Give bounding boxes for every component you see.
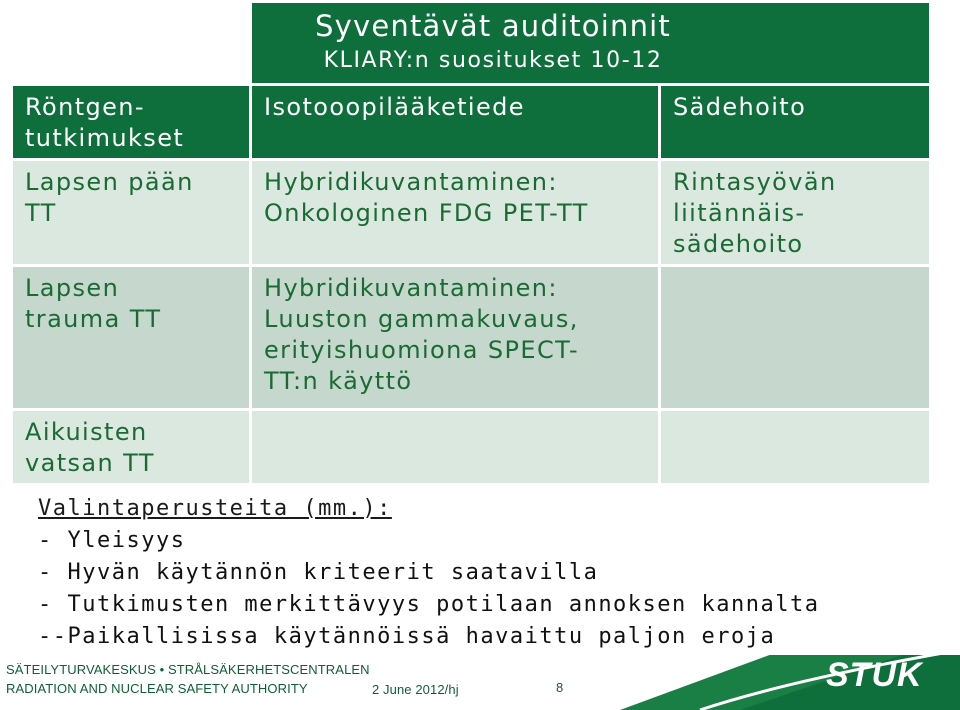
row1-radiotherapy: Rintasyövän liitännäis- sädehoito bbox=[661, 161, 929, 264]
row3-nuclear bbox=[252, 411, 658, 483]
footer-date: 2 June 2012/hj bbox=[372, 682, 459, 697]
slide-title bbox=[252, 3, 929, 83]
title-subtitle: KLIARY:n suositukset 10-12 bbox=[323, 48, 663, 73]
page-number: 8 bbox=[556, 680, 564, 695]
criteria-item: - Tutkimusten merkittävyys potilaan annoksen kannalta bbox=[38, 592, 820, 617]
row1-xray: Lapsen pään TT bbox=[13, 161, 249, 264]
criteria-item: - Hyvän käytännön kriteerit saatavilla bbox=[38, 560, 599, 585]
footer-org-line2: RADIATION AND NUCLEAR SAFETY AUTHORITY bbox=[6, 681, 308, 696]
criteria-list bbox=[38, 493, 938, 653]
header-radiotherapy: Sädehoito bbox=[661, 86, 929, 158]
row2-nuclear: Hybridikuvantaminen: Luuston gammakuvaus, erityishuomiona SPECT- TT:n käyttö bbox=[252, 267, 658, 408]
row3-xray: Aikuisten vatsan TT bbox=[13, 411, 249, 483]
criteria-item: - Yleisyys bbox=[38, 528, 186, 553]
criteria-item: --Paikallisissa käytännöissä havaittu paljon eroja bbox=[38, 624, 776, 649]
header-nuclear-medicine: Isotooopilääketiede bbox=[252, 86, 658, 158]
stuk-logo: STUK bbox=[826, 656, 923, 694]
footer-org-line1: SÄTEILYTURVAKESKUS • STRÅLSÄKERHETSCENTRALEN bbox=[6, 662, 370, 677]
header-xray: Röntgen- tutkimukset bbox=[13, 86, 249, 158]
row3-radiotherapy bbox=[661, 411, 929, 483]
row2-xray: Lapsen trauma TT bbox=[13, 267, 249, 408]
title-main: Syventävät auditoinnit bbox=[315, 9, 671, 43]
row2-radiotherapy bbox=[661, 267, 929, 408]
criteria-heading: Valintaperusteita (mm.): bbox=[38, 496, 392, 521]
row1-nuclear: Hybridikuvantaminen: Onkologinen FDG PET-TT bbox=[252, 161, 658, 264]
